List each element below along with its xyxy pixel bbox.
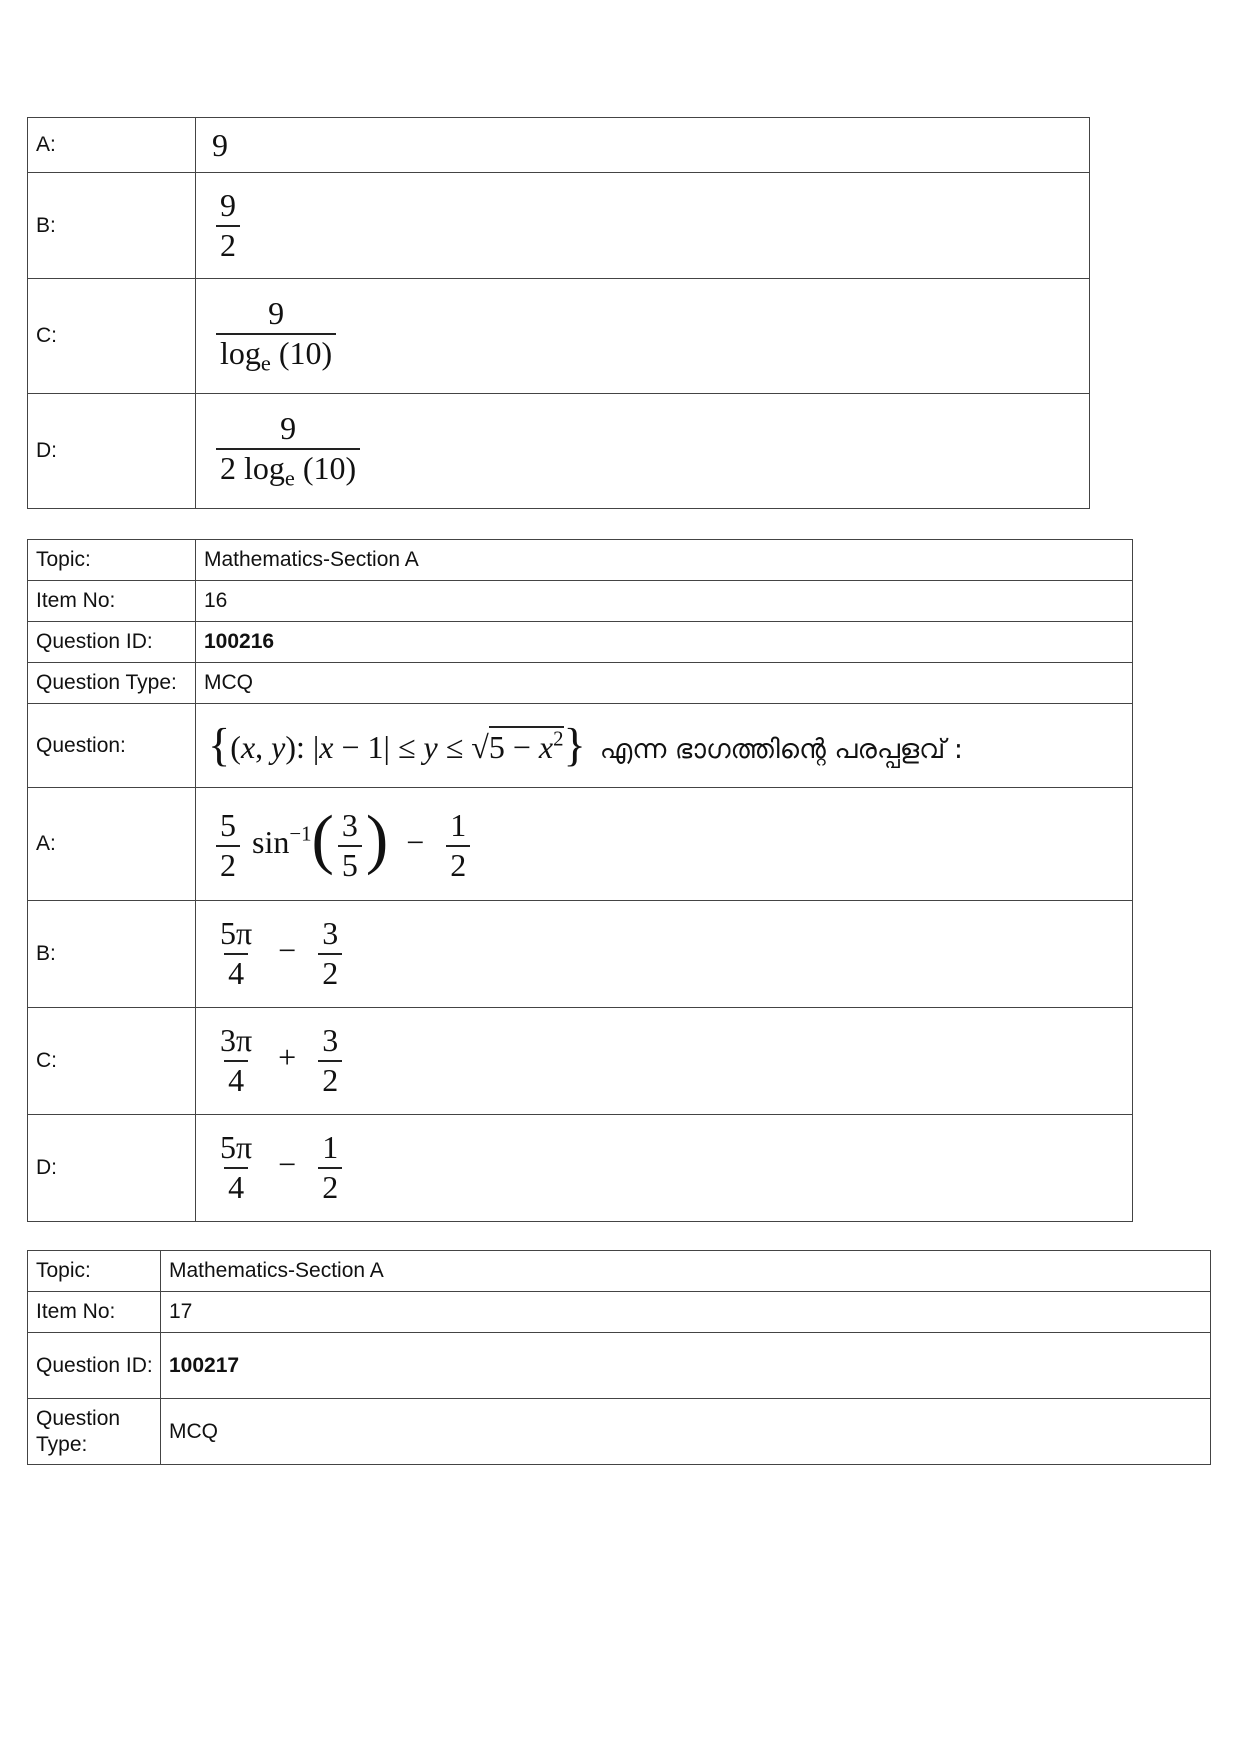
fraction [216,1131,256,1204]
numerator: 3 [322,915,339,952]
qid-value: 100216 [196,622,1133,663]
option-label: C: [28,1008,196,1115]
item-value: 16 [196,581,1133,622]
fraction [216,917,256,990]
topic-label: Topic: [28,1251,161,1292]
topic-row [28,1251,1211,1292]
log-text: log [220,334,261,371]
topic-row [28,540,1133,581]
option-value [196,1008,1133,1115]
qtype-label: Question Type: [28,663,196,704]
option-value [196,279,1090,394]
log-text: log [244,449,285,486]
qid-label: Question ID: [28,1333,161,1399]
question-table-16 [27,539,1133,1222]
question-value [196,704,1133,788]
operator: − [278,932,297,969]
denominator [216,333,336,375]
option-value [196,788,1133,901]
qid-row [28,622,1133,663]
numerator: 5π [220,915,253,952]
operator: + [278,1039,297,1076]
option-label: D: [28,1115,196,1222]
question-label: Question: [28,704,196,788]
option-row-d [28,394,1090,509]
fraction [216,297,336,375]
denominator: 4 [224,1060,248,1098]
qtype-row [28,663,1133,704]
qid-label: Question ID: [28,622,196,663]
option-label: B: [28,901,196,1008]
fraction [318,917,342,990]
option-value [196,1115,1133,1222]
numerator: 1 [322,1129,339,1166]
option-row-a [28,788,1133,901]
item-label: Item No: [28,581,196,622]
denominator: 2 [318,1167,342,1205]
denominator [216,448,360,490]
question-row [28,704,1133,788]
qtype-value: MCQ [196,663,1133,704]
qtype-value: MCQ [161,1399,1211,1465]
log-arg: (10) [278,334,333,371]
option-row-c [28,279,1090,394]
option-row-b [28,901,1133,1008]
item-value: 17 [161,1292,1211,1333]
coefficient: 2 [220,449,236,486]
topic-value: Mathematics-Section A [196,540,1133,581]
numerator: 9 [268,295,285,332]
fraction [318,1024,342,1097]
options-table-prev [27,117,1090,509]
denominator: 4 [224,1167,248,1205]
log-base: e [284,465,295,491]
log-base: e [260,350,271,376]
option-label: B: [28,173,196,279]
fraction [318,1131,342,1204]
item-row [28,1292,1211,1333]
qtype-row [28,1399,1211,1465]
qid-row [28,1333,1211,1399]
qid-value: 100217 [161,1333,1211,1399]
option-value [196,394,1090,509]
option-a-formula: $\frac{5}{2}$ $\sin^{-1}$( $\frac{3}{5}$ ) − $\frac{1}{2}$ [212,824,474,860]
qtype-label: Question Type: [28,1399,161,1465]
fraction [216,1024,256,1097]
option-row-c [28,1008,1133,1115]
topic-label: Topic: [28,540,196,581]
topic-value: Mathematics-Section A [161,1251,1211,1292]
log-arg: (10) [302,449,357,486]
option-a-value: 9 [212,126,228,163]
denominator: 2 [216,225,240,263]
numerator: 3π [220,1022,253,1059]
numerator: 9 [220,186,236,223]
question-text: എന്ന ഭാഗത്തിന്റെ പരപ്പളവ് : [599,733,963,765]
option-value [196,173,1090,279]
denominator: 2 [318,1060,342,1098]
numerator: 5π [220,1129,253,1166]
option-label: A: [28,118,196,173]
item-label: Item No: [28,1292,161,1333]
denominator: 4 [224,953,248,991]
item-row [28,581,1133,622]
option-label: A: [28,788,196,901]
fraction [216,186,240,263]
option-row-a [28,118,1090,173]
option-value [196,118,1090,173]
option-row-d [28,1115,1133,1222]
option-label: C: [28,279,196,394]
numerator: 9 [280,410,297,447]
denominator: 2 [318,953,342,991]
question-table-17 [27,1250,1211,1465]
fraction [216,412,360,490]
numerator: 3 [322,1022,339,1059]
question-formula: {(x, y): $|x - 1| \le y \le √5 - x^2$} [208,720,586,771]
option-row-b [28,173,1090,279]
operator: − [278,1146,297,1183]
option-label: D: [28,394,196,509]
option-value [196,901,1133,1008]
